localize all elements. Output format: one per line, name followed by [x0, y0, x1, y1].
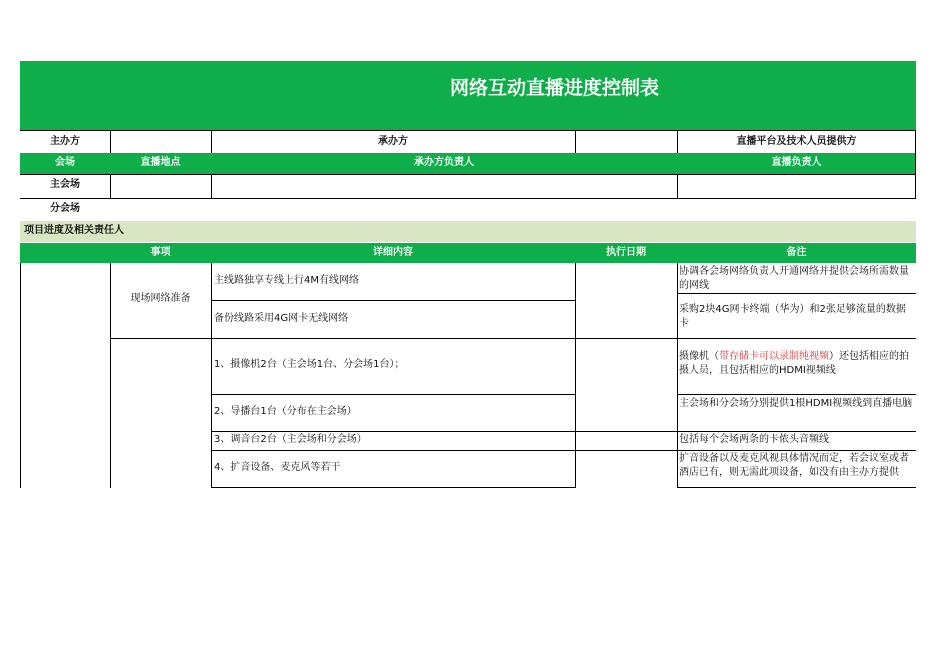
divider	[211, 174, 212, 199]
progress-section-title: 项目进度及相关责任人	[24, 225, 124, 236]
divider	[20, 174, 916, 175]
divider	[211, 300, 575, 301]
divider	[20, 130, 916, 131]
main-venue-organizer-cell[interactable]	[211, 174, 677, 199]
group2-note-4: 扩音设备以及麦克风视具体情况而定，若会议室或者酒店已有，则无需此项设备，如没有由主办方提供	[679, 453, 909, 478]
organizer-value-cell[interactable]	[575, 131, 677, 153]
divider	[211, 487, 575, 488]
venue-header: 会场	[55, 157, 75, 168]
sub-venue-label: 分会场	[50, 203, 80, 214]
host-label: 主办方	[50, 136, 80, 147]
divider	[677, 130, 678, 153]
divider	[20, 198, 916, 199]
group2-detail-4: 4、扩音设备、麦克风等若干	[214, 462, 341, 473]
group2-note-2: 主会场和分会场分别提供1根HDMI视频线到直播电脑	[679, 398, 913, 409]
divider	[677, 293, 916, 294]
group2-note-1	[679, 350, 915, 378]
main-venue-live-cell[interactable]	[677, 174, 916, 199]
divider	[677, 394, 916, 395]
live-lead-header: 直播负责人	[771, 157, 822, 168]
divider	[211, 450, 916, 451]
group2-detail-2: 2、导播台1台（分布在主会场）	[214, 406, 357, 417]
host-value-cell[interactable]	[110, 131, 211, 153]
group2-detail-1: 1、摄像机2台（主会场1台、分会场1台）；	[214, 359, 405, 370]
divider	[110, 338, 916, 339]
group2-detail-3: 3、调音台2台（主会场和分会场）	[214, 434, 367, 445]
group1-note-2: 采购2块4G网卡终端（华为）和2张足够流量的数据卡	[679, 304, 906, 329]
location-header: 直播地点	[140, 157, 181, 168]
page-title: 网络互动直播进度控制表	[450, 77, 660, 99]
divider	[110, 130, 111, 153]
divider	[211, 130, 212, 153]
group1-detail-1: 主线路独享专线上行4M有线网络	[214, 275, 359, 286]
divider	[110, 174, 111, 199]
detail-header: 详细内容	[373, 247, 413, 258]
note1-prefix: 摄像机（	[679, 351, 719, 362]
note-header: 备注	[786, 247, 807, 258]
title-banner	[20, 61, 916, 130]
divider	[677, 487, 916, 488]
divider	[915, 130, 916, 199]
note1-highlight: 带存储卡可以录制纯视频	[719, 351, 829, 362]
divider	[575, 263, 576, 488]
organizer-label: 承办方	[378, 136, 408, 147]
platform-label: 直播平台及技术人员提供方	[736, 136, 857, 147]
group1-note-1: 协调各会场网络负责人开通网络并提供会场所需数量的网线	[679, 266, 909, 291]
organizer-lead-header: 承办方负责人	[414, 157, 474, 168]
main-venue-label: 主会场	[50, 179, 80, 190]
divider	[677, 174, 678, 199]
group1-item: 现场网络准备	[130, 293, 191, 304]
divider	[110, 263, 111, 488]
progress-section-bar	[20, 221, 916, 242]
divider	[575, 130, 576, 153]
divider	[677, 263, 678, 488]
divider	[211, 263, 212, 488]
divider	[211, 431, 916, 432]
divider	[211, 394, 575, 395]
item-header: 事项	[150, 247, 171, 258]
note1-suffix: ）还包括相应的拍摄人员，且包括相应的HDMI视频线	[679, 351, 909, 376]
group1-detail-2: 备份线路采用4G网卡无线网络	[214, 313, 349, 324]
date-header: 执行日期	[606, 247, 646, 258]
main-venue-location-cell[interactable]	[110, 174, 211, 199]
divider	[20, 263, 21, 488]
group2-note-3: 包括每个会场两条的卡侬头音频线	[679, 434, 829, 445]
